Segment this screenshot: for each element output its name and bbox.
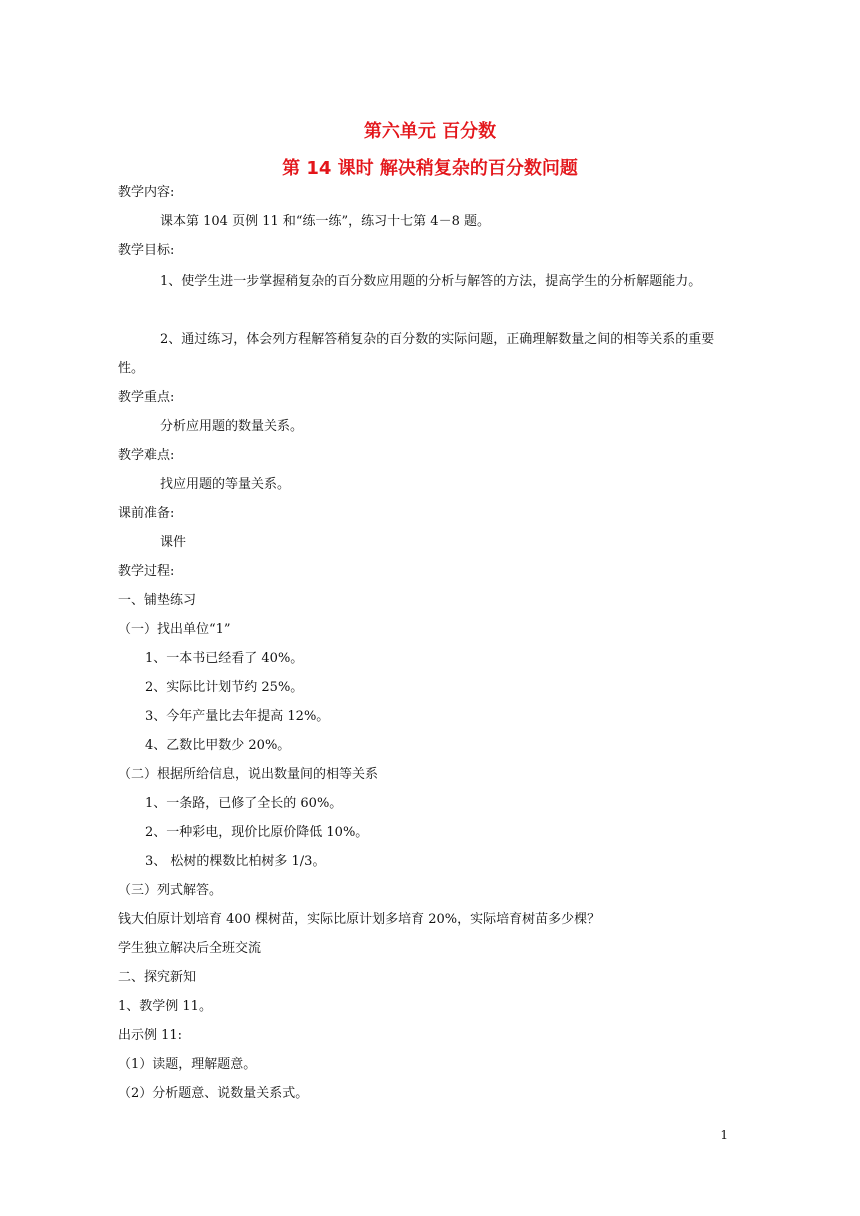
section-heading-key-points: 教学重点: [118, 390, 175, 405]
step-item: （2）分析题意、说数量关系式。 [118, 1086, 309, 1101]
list-item: 3、 松树的棵数比柏树多 1/3。 [145, 854, 326, 869]
subsection-one: （一）找出单位“1” [118, 622, 231, 637]
example-intro: 出示例 11: [118, 1028, 183, 1043]
list-item: 4、乙数比甲数少 20%。 [145, 738, 291, 753]
section-heading-content: 教学内容: [118, 185, 175, 200]
section-heading-difficulties: 教学难点: [118, 448, 175, 463]
section-heading-preparation: 课前准备: [118, 506, 175, 521]
page-number: 1 [720, 1128, 728, 1142]
section-heading-goals: 教学目标: [118, 243, 175, 258]
goal-2: 2、通过练习，体会列方程解答稍复杂的百分数的实际问题，正确理解数量之间的相等关系的重要性。 [118, 332, 715, 376]
subsection-three: （三）列式解答。 [118, 883, 223, 898]
list-item: 1、一本书已经看了 40%。 [145, 651, 304, 666]
part-one-heading: 一、铺垫练习 [118, 593, 197, 608]
list-item: 2、实际比计划节约 25%。 [145, 680, 304, 695]
activity-text: 学生独立解决后全班交流 [118, 941, 262, 956]
problem-text: 钱大伯原计划培育 400 棵树苗，实际比原计划多培育 20%，实际培育树苗多少棵？ [118, 912, 601, 927]
step-item: （1）读题，理解题意。 [118, 1057, 257, 1072]
lesson-title: 第 14 课时 解决稍复杂的百分数问题 [282, 158, 578, 179]
list-item: 1、一条路，已修了全长的 60%。 [145, 796, 343, 811]
goal-1: 1、使学生进一步掌握稍复杂的百分数应用题的分析与解答的方法，提高学生的分析解题能力。 [160, 274, 702, 289]
content-text: 课本第 104 页例 11 和“练一练”，练习十七第 4－8 题。 [160, 214, 490, 229]
subsection-two: （二）根据所给信息，说出数量间的相等关系 [118, 767, 379, 782]
difficulties-text: 找应用题的等量关系。 [160, 477, 291, 492]
key-points-text: 分析应用题的数量关系。 [160, 419, 304, 434]
part-two-heading: 二、探究新知 [118, 970, 197, 985]
preparation-text: 课件 [160, 535, 187, 550]
section-heading-process: 教学过程: [118, 564, 175, 579]
unit-title: 第六单元 百分数 [363, 121, 497, 142]
example-heading: 1、教学例 11。 [118, 999, 212, 1014]
list-item: 2、一种彩电，现价比原价降低 10%。 [145, 825, 369, 840]
list-item: 3、今年产量比去年提高 12%。 [145, 709, 330, 724]
